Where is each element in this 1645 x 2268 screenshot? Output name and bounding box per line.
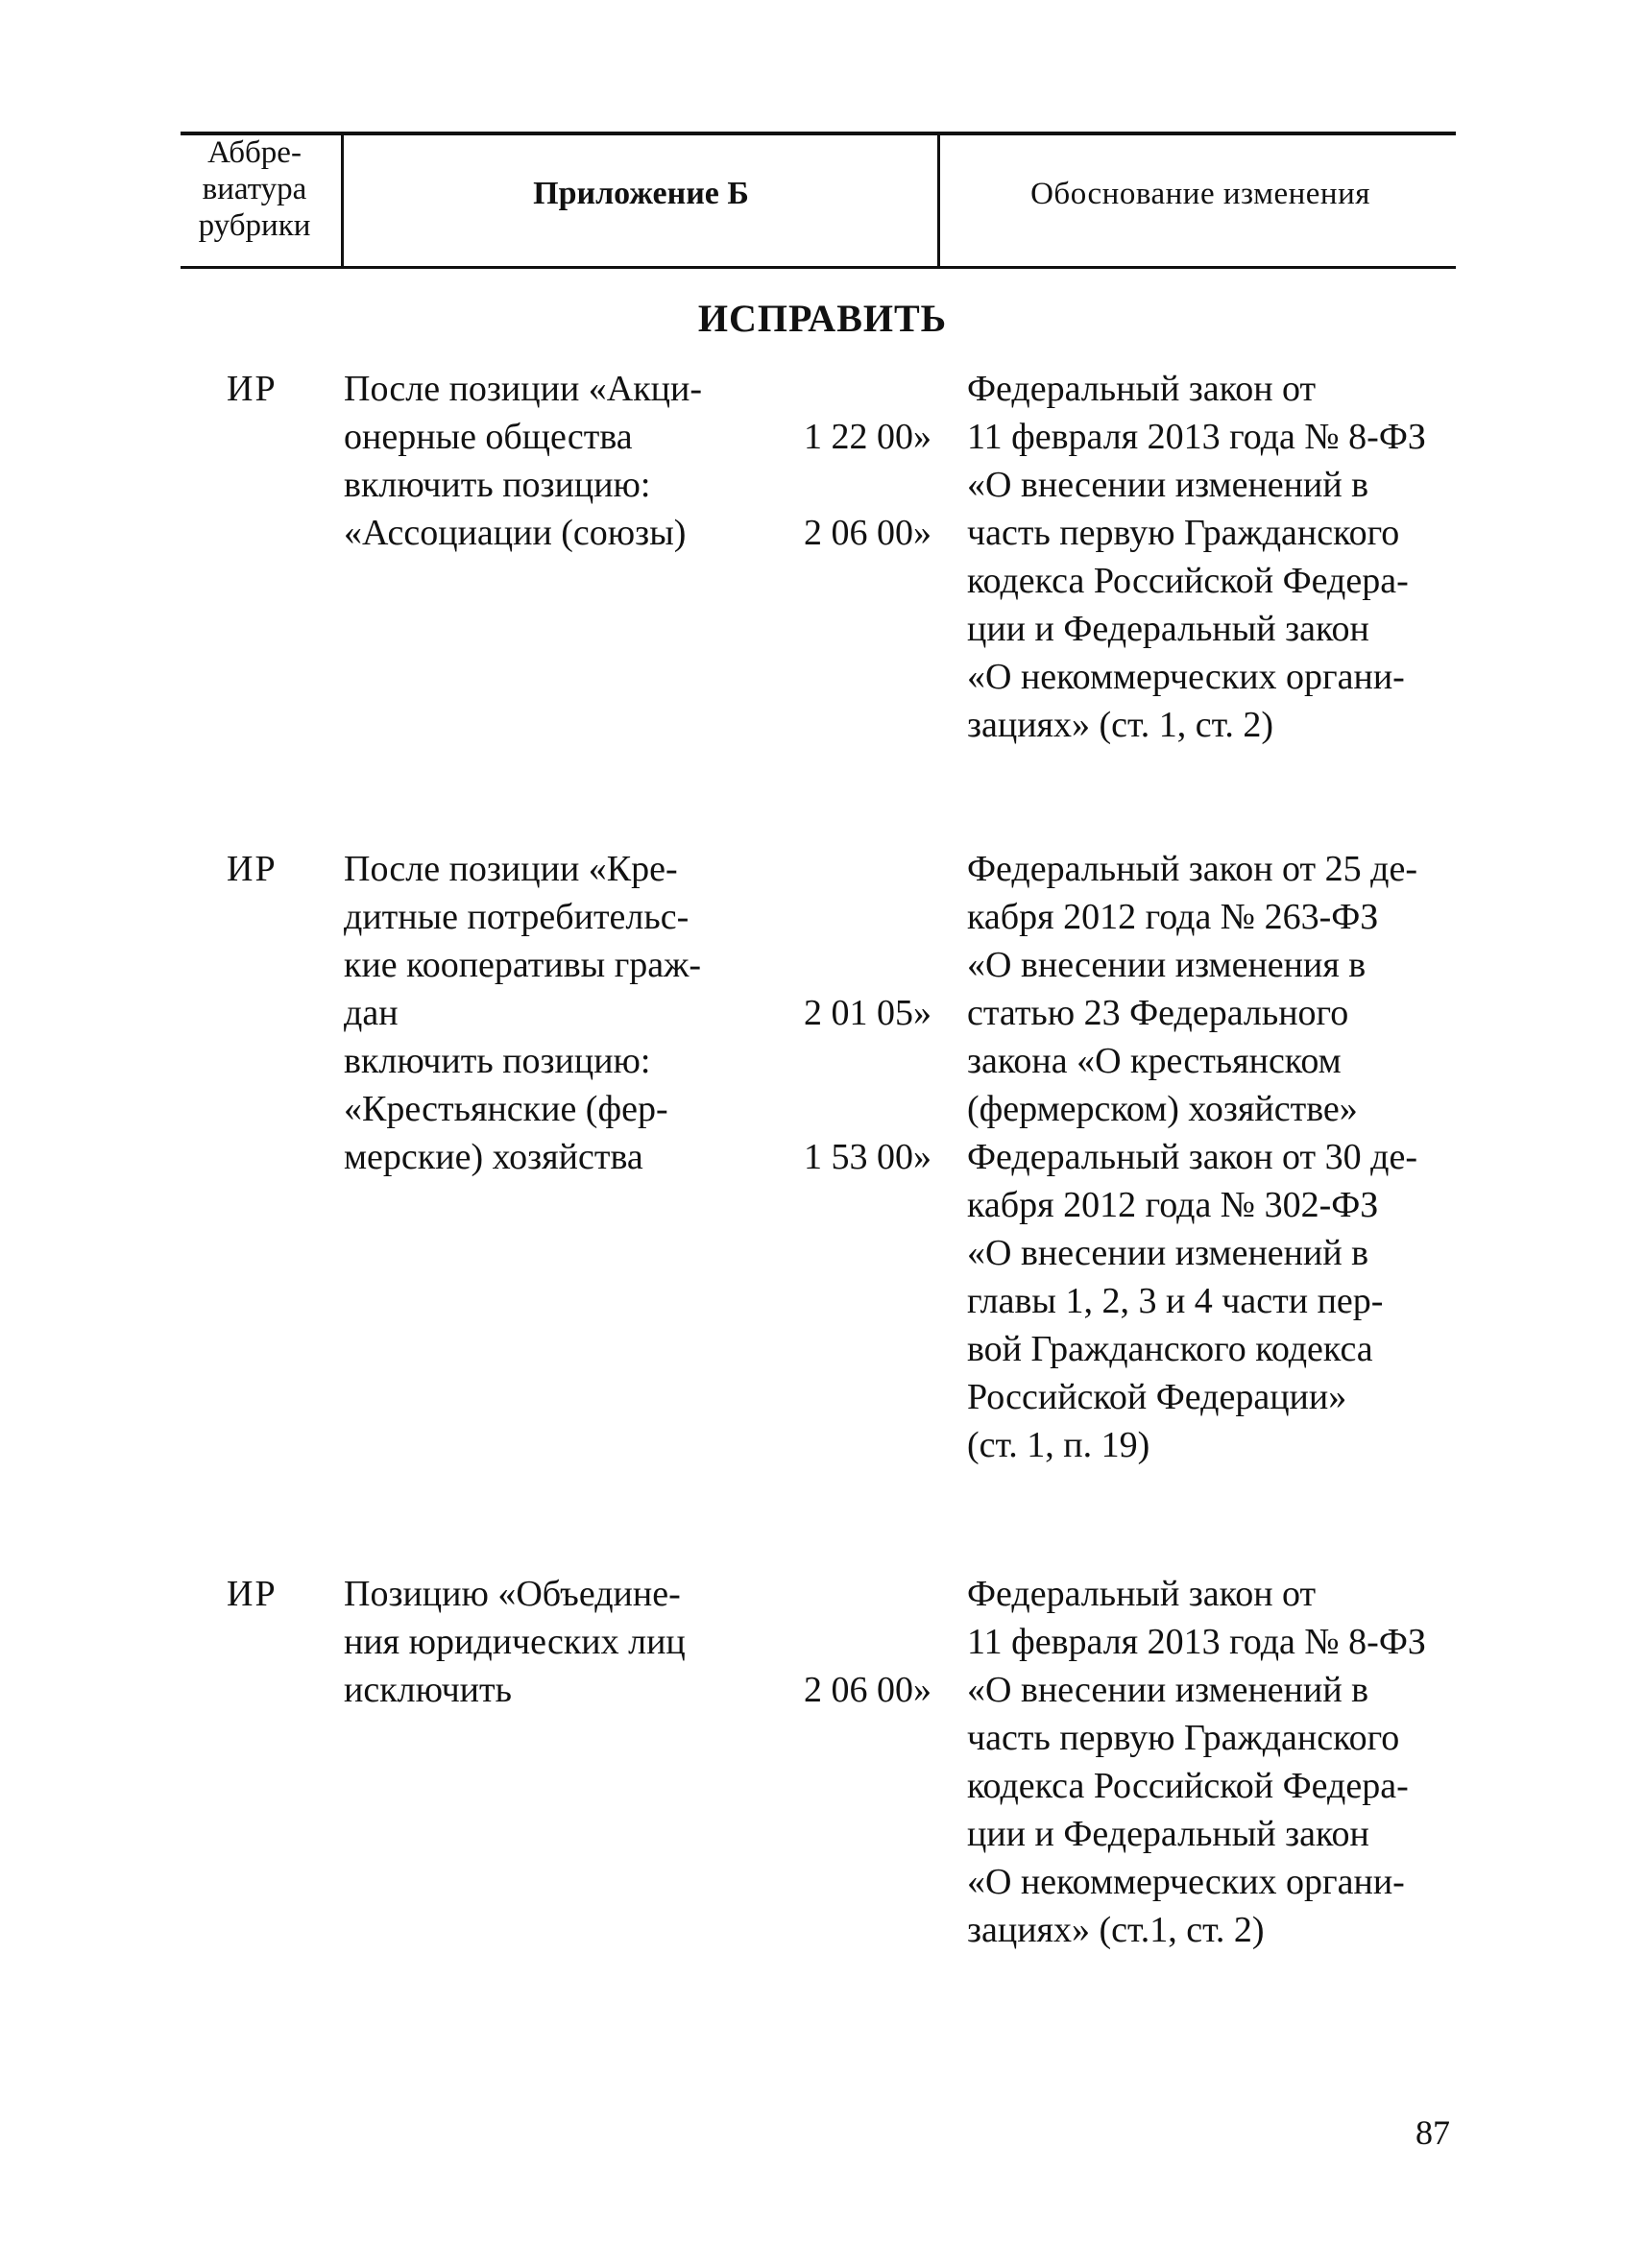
entry-desc-line: онерные общества: [344, 417, 633, 457]
entry-just-line: часть первую Гражданского: [967, 513, 1400, 553]
header-bottom-rule: [181, 266, 1456, 269]
entry-just-line: «О внесении изменений в: [967, 465, 1369, 505]
entry-desc-line: дан: [344, 993, 399, 1033]
entry-just-line: «О некоммерческих органи-: [967, 657, 1405, 697]
entry-just-line: Федеральный закон от 25 де-: [967, 849, 1417, 889]
entry-code: 1 53 00»: [804, 1137, 931, 1177]
entry-code: 2 06 00»: [804, 513, 931, 553]
header-abbr-line: Аббре-: [207, 135, 302, 170]
entry-just-line: «О внесении изменений в: [967, 1670, 1369, 1710]
entry-just-line: зациях» (ст. 1, ст. 2): [967, 705, 1274, 745]
entry-just-line: кабря 2012 года № 263-ФЗ: [967, 897, 1379, 937]
entry-abbr: ИР: [227, 1574, 278, 1614]
entry-desc-line: «Крестьянские (фер-: [344, 1089, 668, 1129]
entry-just-line: вой Гражданского кодекса: [967, 1329, 1373, 1369]
entry-desc-line: После позиции «Кре-: [344, 849, 678, 889]
entry-just-line: «О внесении изменения в: [967, 945, 1367, 985]
header-abbr-line: виатура: [202, 172, 307, 206]
entry-desc-line: включить позицию:: [344, 1041, 651, 1081]
entry-abbr: ИР: [227, 369, 278, 409]
entry-desc-line: дитные потребительс-: [344, 897, 689, 937]
entry-just-line: Российской Федерации»: [967, 1377, 1347, 1417]
entry-just-line: 11 февраля 2013 года № 8-ФЗ: [967, 417, 1426, 457]
entry-just-line: Федеральный закон от 30 де-: [967, 1137, 1417, 1177]
header-divider-1: [341, 132, 344, 269]
header-appendix: Приложение Б: [533, 176, 749, 211]
entry-just-line: главы 1, 2, 3 и 4 части пер-: [967, 1281, 1384, 1321]
entry-just-line: ции и Федеральный закон: [967, 609, 1369, 649]
entry-just-line: «О внесении изменений в: [967, 1233, 1369, 1273]
entry-desc-line: Позицию «Объедине-: [344, 1574, 681, 1614]
entry-just-line: (ст. 1, п. 19): [967, 1425, 1150, 1465]
entry-just-line: (фермерском) хозяйстве»: [967, 1089, 1358, 1129]
entry-desc-line: кие кооперативы граж-: [344, 945, 702, 985]
entry-desc-line: исключить: [344, 1670, 512, 1710]
entry-code: 2 06 00»: [804, 1670, 931, 1710]
entry-just-line: часть первую Гражданского: [967, 1718, 1400, 1758]
header-abbreviation: [182, 134, 327, 244]
entry-just-line: «О некоммерческих органи-: [967, 1862, 1405, 1902]
entry-just-line: кодекса Российской Федера-: [967, 561, 1409, 601]
entry-just-line: кодекса Российской Федера-: [967, 1766, 1409, 1806]
entry-desc-line: включить позицию:: [344, 465, 651, 505]
header-justification: Обоснование изменения: [1030, 177, 1370, 211]
entry-code: 2 01 05»: [804, 993, 931, 1033]
entry-just-line: Федеральный закон от: [967, 1574, 1317, 1614]
entry-just-line: зациях» (ст.1, ст. 2): [967, 1910, 1265, 1950]
entry-desc-line: После позиции «Акци-: [344, 369, 703, 409]
entry-just-line: Федеральный закон от: [967, 369, 1317, 409]
header-abbr-line: рубрики: [198, 208, 311, 243]
entry-just-line: ции и Федеральный закон: [967, 1814, 1369, 1854]
header-divider-2: [937, 132, 940, 269]
entry-desc-line: мерские) хозяйства: [344, 1137, 643, 1177]
section-title: ИСПРАВИТЬ: [697, 297, 948, 340]
entry-abbr: ИР: [227, 849, 278, 889]
page-number: 87: [1415, 2113, 1450, 2152]
entry-desc-line: ния юридических лиц: [344, 1622, 686, 1662]
entry-just-line: кабря 2012 года № 302-ФЗ: [967, 1185, 1379, 1225]
entry-just-line: закона «О крестьянском: [967, 1041, 1342, 1081]
entry-just-line: 11 февраля 2013 года № 8-ФЗ: [967, 1622, 1426, 1662]
entry-desc-line: «Ассоциации (союзы): [344, 513, 687, 553]
entry-code: 1 22 00»: [804, 417, 931, 457]
entry-just-line: статью 23 Федерального: [967, 993, 1349, 1033]
